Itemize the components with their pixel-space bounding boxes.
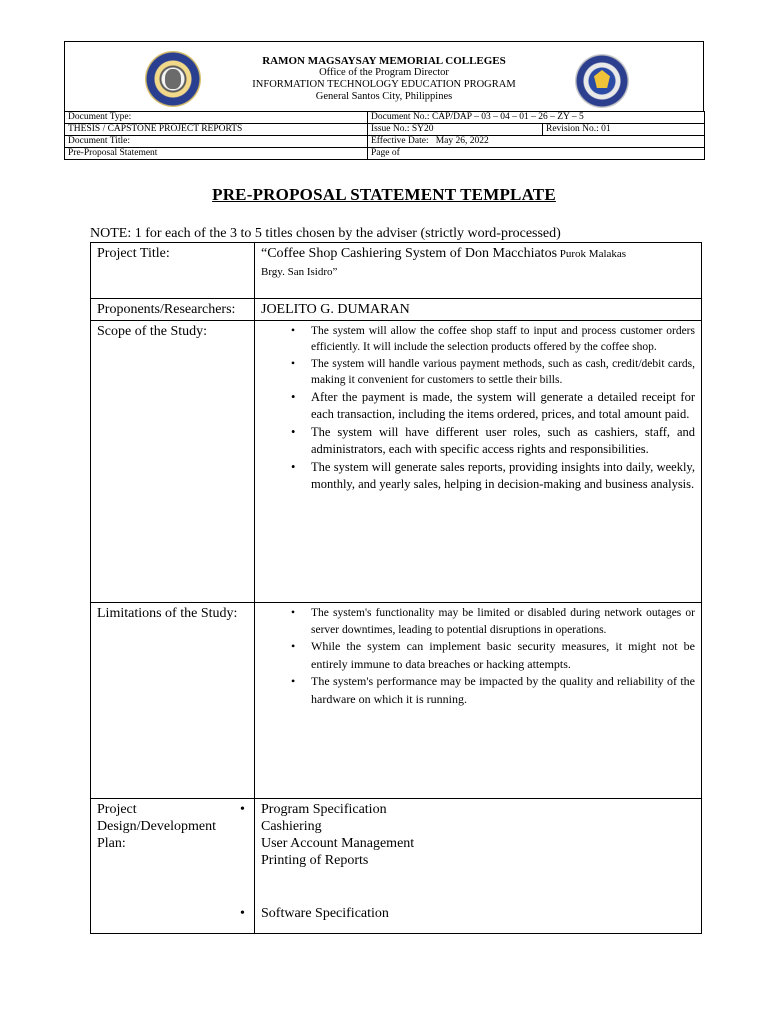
limitation-item: • The system's functionality may be limited or disabled during network outages or server downtimes, leading to potential disruptions in operations. (311, 605, 695, 638)
program-spec-item: • Program Specification (261, 801, 695, 818)
limitation-item: • While the system can implement basic security measures, it might not be entirely immune to data breaches or hacking attempts. (311, 638, 695, 673)
scope-item: • The system will have different user roles, such as cashiers, staff, and administrators, each with specific access rights and responsibilities. (311, 424, 695, 458)
plan-content (255, 799, 702, 934)
document-header (64, 41, 704, 111)
location: General Santos City, Philippines (315, 91, 453, 102)
project-title-brgy: Brgy. San Isidro” (261, 266, 338, 278)
program-name: INFORMATION TECHNOLOGY EDUCATION PROGRAM (252, 79, 516, 90)
limitations-list (261, 605, 695, 708)
doc-number: Document No.: CAP/DAP – 03 – 04 – 01 – 26 – ZY – 5 (368, 112, 705, 124)
row-scope (91, 321, 702, 603)
project-title-purok: Purok Malakas (557, 248, 627, 260)
scope-item: • The system will generate sales reports, providing insights into daily, weekly, monthly, and yearly sales, helping in decision-making and business analysis. (311, 459, 695, 493)
effective-date: Effective Date: May 26, 2022 (368, 136, 705, 148)
row-plan (91, 799, 702, 934)
project-title-label: Project Title: (91, 243, 255, 299)
office-name: Office of the Program Director (319, 67, 449, 78)
proponents-label: Proponents/Researchers: (91, 299, 255, 321)
document-meta-table (64, 111, 705, 160)
doc-type-label: Document Type: (65, 112, 368, 124)
project-title-main: “Coffee Shop Cashiering System of Don Macchiatos (261, 246, 558, 261)
limitations-label: Limitations of the Study: (91, 603, 255, 799)
program-spec-sub: Printing of Reports (261, 853, 369, 868)
scope-item: • The system will handle various payment methods, such as cash, credit/debit cards, making it convenient for customers to settle their bills. (311, 356, 695, 388)
program-spec-sub: User Account Management (261, 836, 415, 851)
scope-label: Scope of the Study: (91, 321, 255, 603)
issue-number: Issue No.: SY20 (368, 124, 543, 136)
doc-title-label: Document Title: (65, 136, 368, 148)
program-spec-sub: Cashiering (261, 819, 322, 834)
scope-content (255, 321, 702, 603)
project-title-value (255, 243, 702, 299)
note-text: NOTE: 1 for each of the 3 to 5 titles chosen by the adviser (strictly word-processed) (90, 226, 561, 241)
row-proponents (91, 299, 702, 321)
limitation-item: • The system's performance may be impacted by the quality and reliability of the hardware on which it is running. (311, 673, 695, 708)
software-spec-item: • Software Specification (261, 905, 695, 922)
doc-title-value: Pre-Proposal Statement (65, 148, 368, 160)
scope-list (261, 323, 695, 493)
proponents-value: JOELITO G. DUMARAN (255, 299, 702, 321)
scope-item: • After the payment is made, the system will generate a detailed receipt for each transaction, including the items ordered, prices, and total amount paid. (311, 389, 695, 423)
row-limitations (91, 603, 702, 799)
program-seal-logo (575, 54, 629, 108)
page-title: PRE-PROPOSAL STATEMENT TEMPLATE (212, 185, 556, 204)
row-project-title (91, 243, 702, 299)
revision-number: Revision No.: 01 (543, 124, 705, 136)
limitations-content (255, 603, 702, 799)
doc-type-value: THESIS / CAPSTONE PROJECT REPORTS (65, 124, 368, 136)
proposal-table (90, 242, 702, 934)
page-of: Page of (368, 148, 705, 160)
scope-item: • The system will allow the coffee shop staff to input and process customer orders efficiently. It will include the selection products offered by the coffee shop. (311, 323, 695, 355)
plan-label: Project Design/Development Plan: (91, 799, 255, 934)
institution-name: RAMON MAGSAYSAY MEMORIAL COLLEGES (262, 55, 506, 67)
